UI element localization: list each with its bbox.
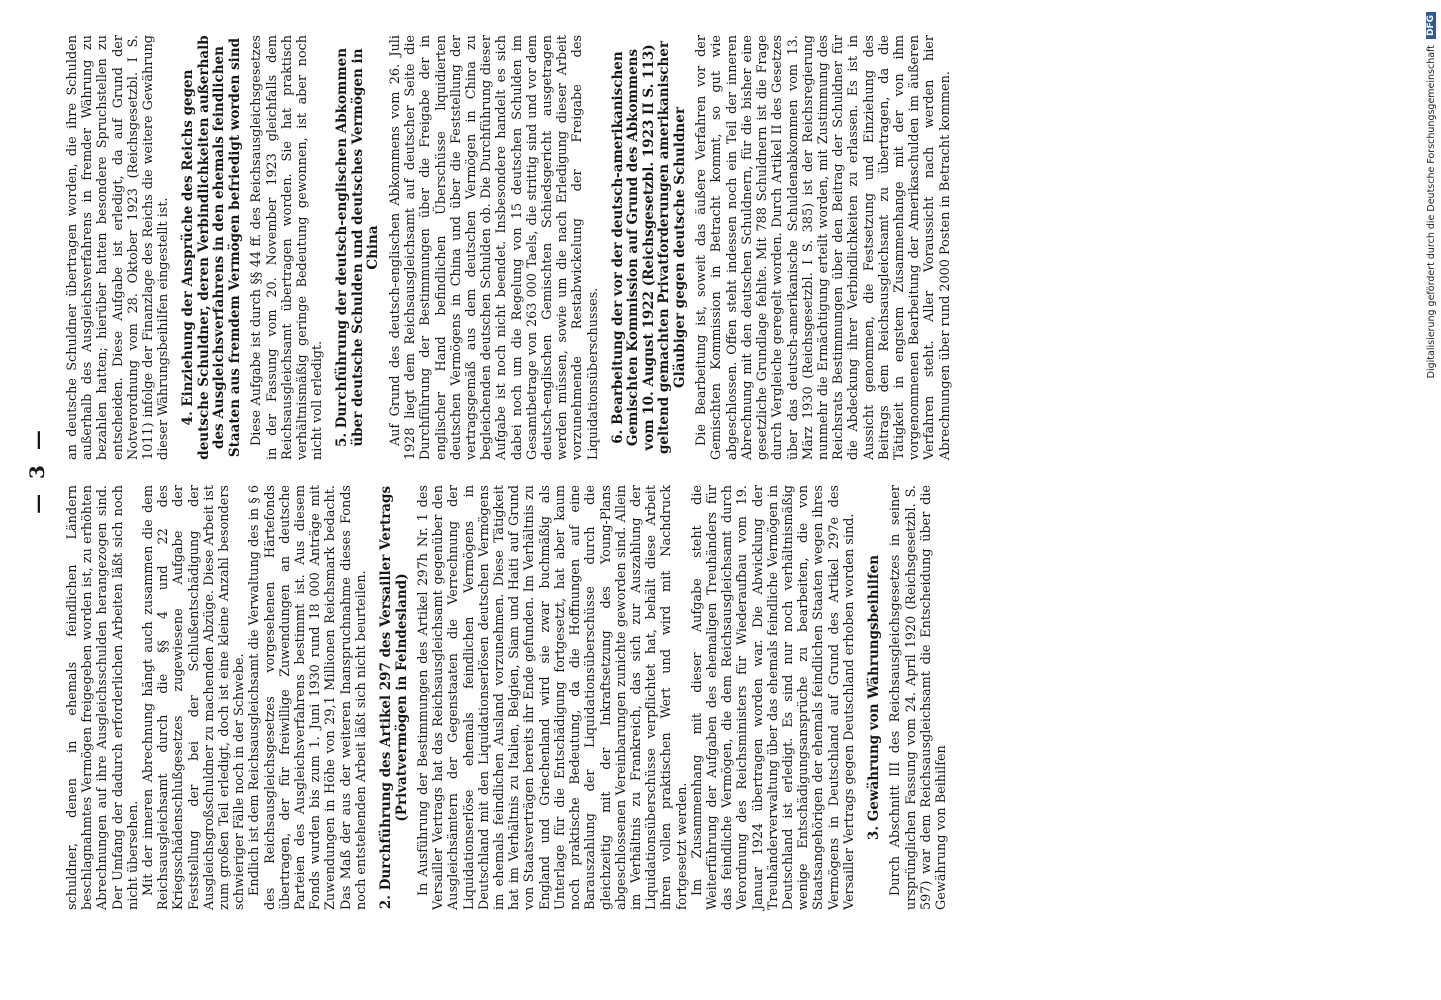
- paragraph: Mit der inneren Abrechnung hängt auch zusammen die dem Reichsausgleichsamt durch die §§ 4 und 22 des Kriegsschädenschlußgesetzes zugewiesene Aufgabe der Feststellung der bei der Schlußentschädigung der Ausgleichsgroßschuldner zu machenden Abzüge. Diese Arbeit ist zum großen Teil erledigt, doch ist eine kleine Anzahl besonders schwieriger Fälle noch in der Schwebe.: [141, 485, 248, 910]
- paragraph: Auf Grund des deutsch-englischen Abkommens vom 26. Juli 1928 liegt dem Reichsausgleichsamt auf deutscher Seite die Durchführung der Bestimmungen über die Freigabe der in englischer Hand befindlichen Überschüsse liquidierten deutschen Vermögens in China und über die Feststellung der vertragsgemäß aus dem deutschen Vermögen in China zu begleichenden deutschen Schulden ob. Die Durchführung dieser Aufgabe ist noch nicht beendet. Insbesondere handelt es sich dabei noch um die Regelung von 15 deutschen Schulden im Gesamtbetrage von 263 000 Taels, die strittig sind und vor dem deutsch-englischen Gemischten Schiedsgericht ausgetragen werden müssen, sowie um die nach Erledigung dieser Arbeit vorzunehmende Restabwickelung der Freigabe des Liquidationsüberschusses.: [387, 35, 601, 460]
- right-column: [65, 35, 953, 460]
- paragraph: Durch Abschnitt III des Reichsausgleichsgesetzes in seiner ursprünglichen Fassung vom 24. April 1920 (Reichsgesetzbl. S. 597) war dem Reichsausgleichsamt die Entscheidung über die Gewährung von Beihilfen: [888, 485, 950, 910]
- paragraph: Endlich ist dem Reichsausgleichsamt die Verwaltung des in § 6 des Reichsausgleichsgesetzes vorgesehenen Härtefonds übertragen, der für freiwillige Zuwendungen an deutsche Parteien des Ausgleichsverfahrens bestimmt ist. Aus diesem Fonds wurden bis zum 1. Juni 1930 rund 18 000 Anträge mit Zuwendungen in Höhe von 29,1 Millionen Reichsmark bedacht. Das Maß der aus der weiteren Inanspruchnahme dieses Fonds noch entstehenden Arbeit läßt sich nicht beurteilen.: [247, 485, 369, 910]
- page-number: — 3 —: [25, 426, 49, 514]
- section-heading: 2. Durchführung des Artikel 297 des Versailler Vertrags (Privatvermögen in Feindesland): [378, 485, 410, 910]
- paragraph: Die Bearbeitung ist, soweit das äußere Verfahren vor der Gemischten Kommission in Betracht kommt, so gut wie abgeschlossen. Offen steht indessen noch ein Teil der inneren Abrechnung mit den deutschen Schuldnern, für die bisher eine gesetzliche Grundlage fehlte. Mit 788 Schuldnern ist die Frage durch Vergleiche geregelt worden. Durch Artikel II des Gesetzes über das deutsch-amerikanische Schuldenabkommen vom 13. März 1930 (Reichsgesetzbl. I S. 385) ist der Reichsregierung nunmehr die Ermächtigung erteilt worden, mit Zustimmung des Reichsrats Bestimmungen über den Beitrag der Schuldner für die Abdeckung ihrer Verbindlichkeiten zu erlassen. Es ist in Aussicht genommen, die Festsetzung und Einziehung des Beitrags dem Reichsausgleichsamt zu übertragen, da die Tätigkeit in engstem Zusammenhange mit der von ihm vorgenommenen Bearbeitung der Amerikaschulden im äußeren Verfahren steht. Aller Voraussicht nach werden hier Abrechnungen über rund 2000 Posten in Betracht kommen.: [694, 35, 953, 460]
- paragraph: In Ausführung der Bestimmungen des Artikel 297h Nr. 1 des Versailler Vertrags hat das Reichsausgleichsamt gegenüber den Ausgleichsämtern der Gegenstaaten die Verrechnung der Liquidationserlöse ehemals feindlichen Vermögens in Deutschland mit den Liquidationserlösen deutschen Vermögens im ehemals feindlichen Ausland vorzunehmen. Diese Tätigkeit hat im Verhältnis zu Italien, Belgien, Siam und Haiti auf Grund von Staatsverträgen bereits ihr Ende gefunden. Im Verhältnis zu England und Griechenland wird sie zwar buchmäßig als Unterlage für die Entschädigung fortgesetzt, hat aber kaum noch praktische Bedeutung, da die Hoffnungen auf eine Barauszahlung der Liquidationsüberschüsse durch die gleichzeitig mit der Inkraftsetzung des Young-Plans abgeschlossenen Vereinbarungen zunichte geworden sind. Allein im Verhältnis zu Frankreich, das sich zur Auszahlung der Liquidationsüberschüsse verpflichtet hat, behält diese Arbeit ihren vollen praktischen Wert und wird mit Nachdruck fortgesetzt werden.: [416, 485, 690, 910]
- section-heading: 6. Bearbeitung der vor der deutsch-amerikanischen Gemischten Kommission auf Grund des Abkommens vom 10. August 1922 (Reichsgesetzbl. 1923 II S. 113) geltend gemachten Privatforderungen amerikanischer Gläubiger gegen deutsche Schuldner: [609, 40, 688, 455]
- paragraph: Im Zusammenhang mit dieser Aufgabe steht die Weiterführung der Aufgaben des ehemaligen Treuhänders für das feindliche Vermögen, die dem Reichsausgleichsamt durch Verordnung des Reichsministers für Wiederaufbau vom 19. Januar 1924 übertragen worden war. Die Abwicklung der Treuhänderverwaltung über das ehemals feindliche Vermögen in Deutschland ist erledigt. Es sind nur noch verhältnismäßig wenige Entschädigungsansprüche zu bearbeiten, die von Staatsangehörigen der ehemals feindlichen Staaten wegen ihres Vermögens in Deutschland auf Grund des Artikel 297e des Versailler Vertrags gegen Deutschland erhoben worden sind.: [689, 485, 857, 910]
- scanned-page: [25, 0, 1415, 970]
- paragraph: Diese Aufgabe ist durch §§ 44 ff. des Reichsausgleichsgesetzes in der Fassung vom 20. November 1923 gleichfalls dem Reichsausgleichsamt übertragen worden. Sie hat praktisch verhältnismäßig geringe Bedeutung gewonnen, ist aber noch nicht voll erledigt.: [249, 35, 326, 460]
- section-heading: 5. Durchführung der deutsch-englischen Abkommen über deutsche Schulden und deutsches Vermögen in China: [334, 47, 382, 448]
- section-heading: 3. Gewährung von Währungsbeihilfen: [865, 554, 882, 841]
- credit-text: Digitalisierung gefördert durch die Deutsche Forschungsgemeinschaft: [1425, 45, 1437, 379]
- paragraph: an deutsche Schuldner übertragen worden, die ihre Schulden außerhalb des Ausgleichsverfahrens in fremder Währung zu bezahlen hatten; hierüber hatten besondere Spruchstellen zu entscheiden. Diese Aufgabe ist erledigt, da auf Grund der Notverordnung vom 28. Oktober 1923 (Reichsgesetzbl. I S. 1011) infolge der Finanzlage des Reichs die weitere Gewährung dieser Währungsbeihilfen eingestellt ist.: [65, 35, 172, 460]
- left-column: [65, 485, 949, 910]
- paragraph: schuldner, denen in ehemals feindlichen Ländern beschlagnahmtes Vermögen freigegeben worden ist, zu erhöhten Abrechnungen auf ihre Ausgleichsschulden herangezogen sind. Der Umfang der dadurch erforderlichen Arbeiten läßt sich noch nicht übersehen.: [65, 485, 141, 910]
- section-heading: 4. Einziehung der Ansprüche des Reichs gegen deutsche Schuldner, deren Verbindlichkeiten außerhalb des Ausgleichsverfahrens in den ehemals feindlichen Staaten aus fremdem Vermögen befriedigt worden sind: [180, 35, 243, 460]
- dfg-logo: DFG: [1426, 12, 1436, 39]
- digitization-credit: [1421, 12, 1441, 992]
